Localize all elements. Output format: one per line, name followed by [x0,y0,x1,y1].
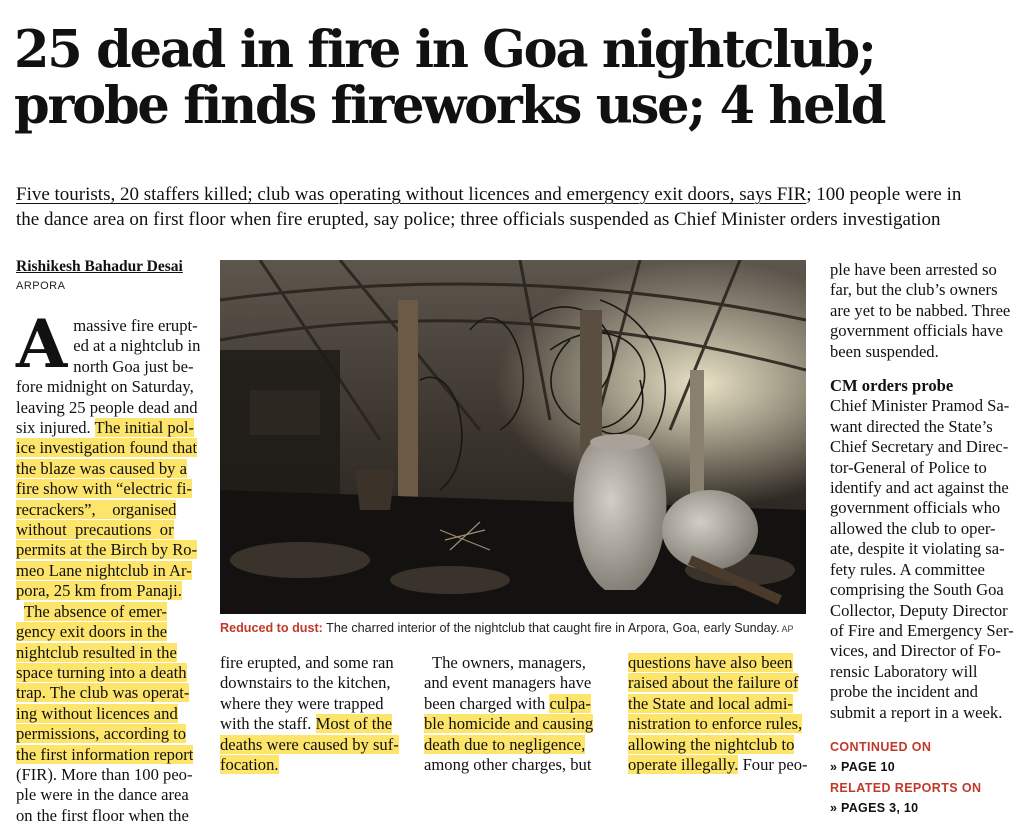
text-line [16,581,200,601]
text-run: north Goa just be- [73,356,194,376]
text-line [16,643,200,663]
text-line [16,785,200,805]
text-line [16,704,200,724]
text-line: identify and act against the [830,478,1009,498]
highlighted-text: permissions, according to [16,724,187,744]
text-line [16,418,200,438]
text-line [424,735,610,755]
caption-label: Reduced to dust: [220,621,323,635]
text-run: on the first floor when the [16,805,189,825]
text-line: rensic Laboratory will [830,661,978,681]
text-line [16,745,200,765]
text-line [424,673,610,693]
subhead-line-2: the dance area on first floor when fire erupted, say police; three officials suspended as Chief Minister orders investigation [16,209,941,230]
text-line: Collector, Deputy Director [830,600,1008,620]
highlighted-text: The absence of emer- [24,601,167,621]
text-line [16,622,200,642]
highlighted-text: death due to negligence, [424,734,586,754]
article-column-1 [16,305,201,826]
highlighted-text: culpa- [549,693,591,713]
text-line: tor-General of Police to [830,457,987,477]
highlighted-text: gency exit doors in the [16,622,168,642]
highlighted-text: the blaze was caused by a [16,458,187,478]
text-line [16,520,200,540]
text-line [424,653,610,673]
highlighted-text: recrackers”, organised [16,499,177,519]
highlighted-text: without precautions or [16,520,174,540]
text-line [628,755,812,775]
text-line: ple have been arrested so [830,260,997,279]
text-run: Four peo- [738,755,808,775]
text-line: ate, despite it violating sa- [830,539,1005,559]
text-line [16,540,200,560]
headline-line-2: probe finds fireworks use; 4 held [14,76,885,136]
related-reports-label: RELATED REPORTS ON [830,780,982,795]
drop-cap: A [16,305,68,383]
caption-text: The charred interior of the nightclub that caught fire in Arpora, Goa, early Sunday. [322,621,780,635]
related-pages-link[interactable]: » PAGES 3, 10 [830,801,919,816]
highlighted-text: nistration to enforce rules, [628,714,803,734]
text-line [424,755,610,775]
text-run: ple were in the dance area [16,785,189,805]
column-1-text [16,305,201,826]
text-run: ed at a nightclub in [73,336,201,356]
text-line [220,653,404,673]
fire-damage-photo [220,260,806,614]
highlighted-text: the first information report [16,744,194,764]
text-line: are yet to be nabbed. Three [830,300,1011,320]
text-line [220,714,404,734]
text-run: fire erupted, and some ran [220,653,394,672]
text-line: probe the incident and [830,682,978,702]
text-run: fore midnight on Saturday, [16,377,194,397]
text-line [220,735,404,755]
text-line: allowed the club to oper- [830,518,996,538]
text-line [16,602,200,622]
article-column-5 [830,260,1012,819]
highlighted-text: the State and local admi- [628,693,793,713]
text-run: six injured. [16,418,95,438]
text-line: government officials have [830,321,1003,341]
text-run: downstairs to the kitchen, [220,673,391,693]
text-line: far, but the club’s owners [830,280,998,300]
text-run: (FIR). More than 100 peo- [16,764,193,784]
subhead-rest: ; 100 people were in [806,184,962,205]
text-line [628,714,812,734]
highlighted-text: raised about the failure of [628,673,799,693]
article-column-4 [628,653,812,775]
text-line [220,673,404,693]
text-line: Chief Secretary and Direc- [830,437,1009,457]
text-line [628,694,812,714]
byline: Rishikesh Bahadur Desai [16,258,183,275]
text-run: massive fire erupt- [73,316,198,335]
column-5-body [830,396,1012,723]
highlighted-text: questions have also been [628,653,793,672]
text-line [16,398,200,418]
text-line: government officials who [830,498,1001,518]
text-line [16,438,200,458]
column-2-text [220,653,404,775]
text-line: want directed the State’s [830,416,993,436]
dateline: ARPORA [16,280,66,292]
highlighted-text: operate illegally. [628,755,739,775]
text-line [16,561,200,581]
highlighted-text: pora, 25 km from Panaji. [16,581,182,601]
photo-caption [220,621,820,635]
text-run: The owners, managers, [424,653,586,672]
text-line: submit a report in a week. [830,702,1003,722]
text-line: fety rules. A committee [830,559,985,579]
text-run: and event managers have [424,673,592,693]
text-run: among other charges, but [424,755,592,775]
headline-line-1: 25 dead in fire in Goa nightclub; [14,20,875,80]
text-line [628,673,812,693]
text-line [16,663,200,683]
text-line [16,806,200,826]
highlighted-text: nightclub resulted in the [16,642,177,662]
highlighted-text: ing without licences and [16,703,178,723]
caption-source: AP [779,624,794,634]
news-photo [220,260,806,614]
section-subhead: CM orders probe [830,376,954,396]
text-line [424,714,610,734]
text-line [16,479,200,499]
text-line: comprising the South Goa [830,580,1004,600]
text-line [220,694,404,714]
text-run [16,602,24,621]
text-line [16,765,200,785]
highlighted-text: ble homicide and causing [424,714,594,734]
text-line: been suspended. [830,341,939,361]
text-run: been charged with [424,693,550,713]
text-line [16,500,200,520]
highlighted-text: fire show with “electric fi- [16,479,193,499]
text-run: where they were trapped [220,693,384,713]
text-run: with the staff. [220,714,316,734]
text-line [628,653,812,673]
highlighted-text: Most of the [315,714,393,734]
highlighted-text: focation. [220,755,279,775]
highlighted-text: deaths were caused by suf- [220,734,399,754]
continued-page-link[interactable]: » PAGE 10 [830,760,895,775]
subhead-underlined: Five tourists, 20 staffers killed; club was operating without licences and emergency exit doors, says FIR [16,184,807,205]
text-line [220,755,404,775]
subheadline [16,182,1016,232]
column-3-text [424,653,610,775]
text-line [16,377,200,397]
highlighted-text: meo Lane nightclub in Ar- [16,560,192,580]
column-4-text [628,653,812,775]
text-run: leaving 25 people dead and [16,397,198,417]
text-line: Chief Minister Pramod Sa- [830,396,1010,416]
text-line: vices, and Director of Fo- [830,641,1001,661]
text-line [16,459,200,479]
headline [14,22,1014,134]
continued-on-label: CONTINUED ON [830,739,932,754]
article-column-2 [220,653,404,775]
highlighted-text: The initial pol- [94,418,195,438]
text-line [16,683,200,703]
highlighted-text: trap. The club was operat- [16,683,190,703]
text-line [424,694,610,714]
highlighted-text: permits at the Birch by Ro- [16,540,198,560]
highlighted-text: allowing the nightclub to [628,734,795,754]
text-line [16,724,200,744]
column-5-text [830,260,1012,362]
article-column-3 [424,653,610,775]
text-line: of Fire and Emergency Ser- [830,620,1014,640]
highlighted-text: ice investigation found that [16,438,198,458]
text-line [628,735,812,755]
highlighted-text: space turning into a death [16,662,187,682]
